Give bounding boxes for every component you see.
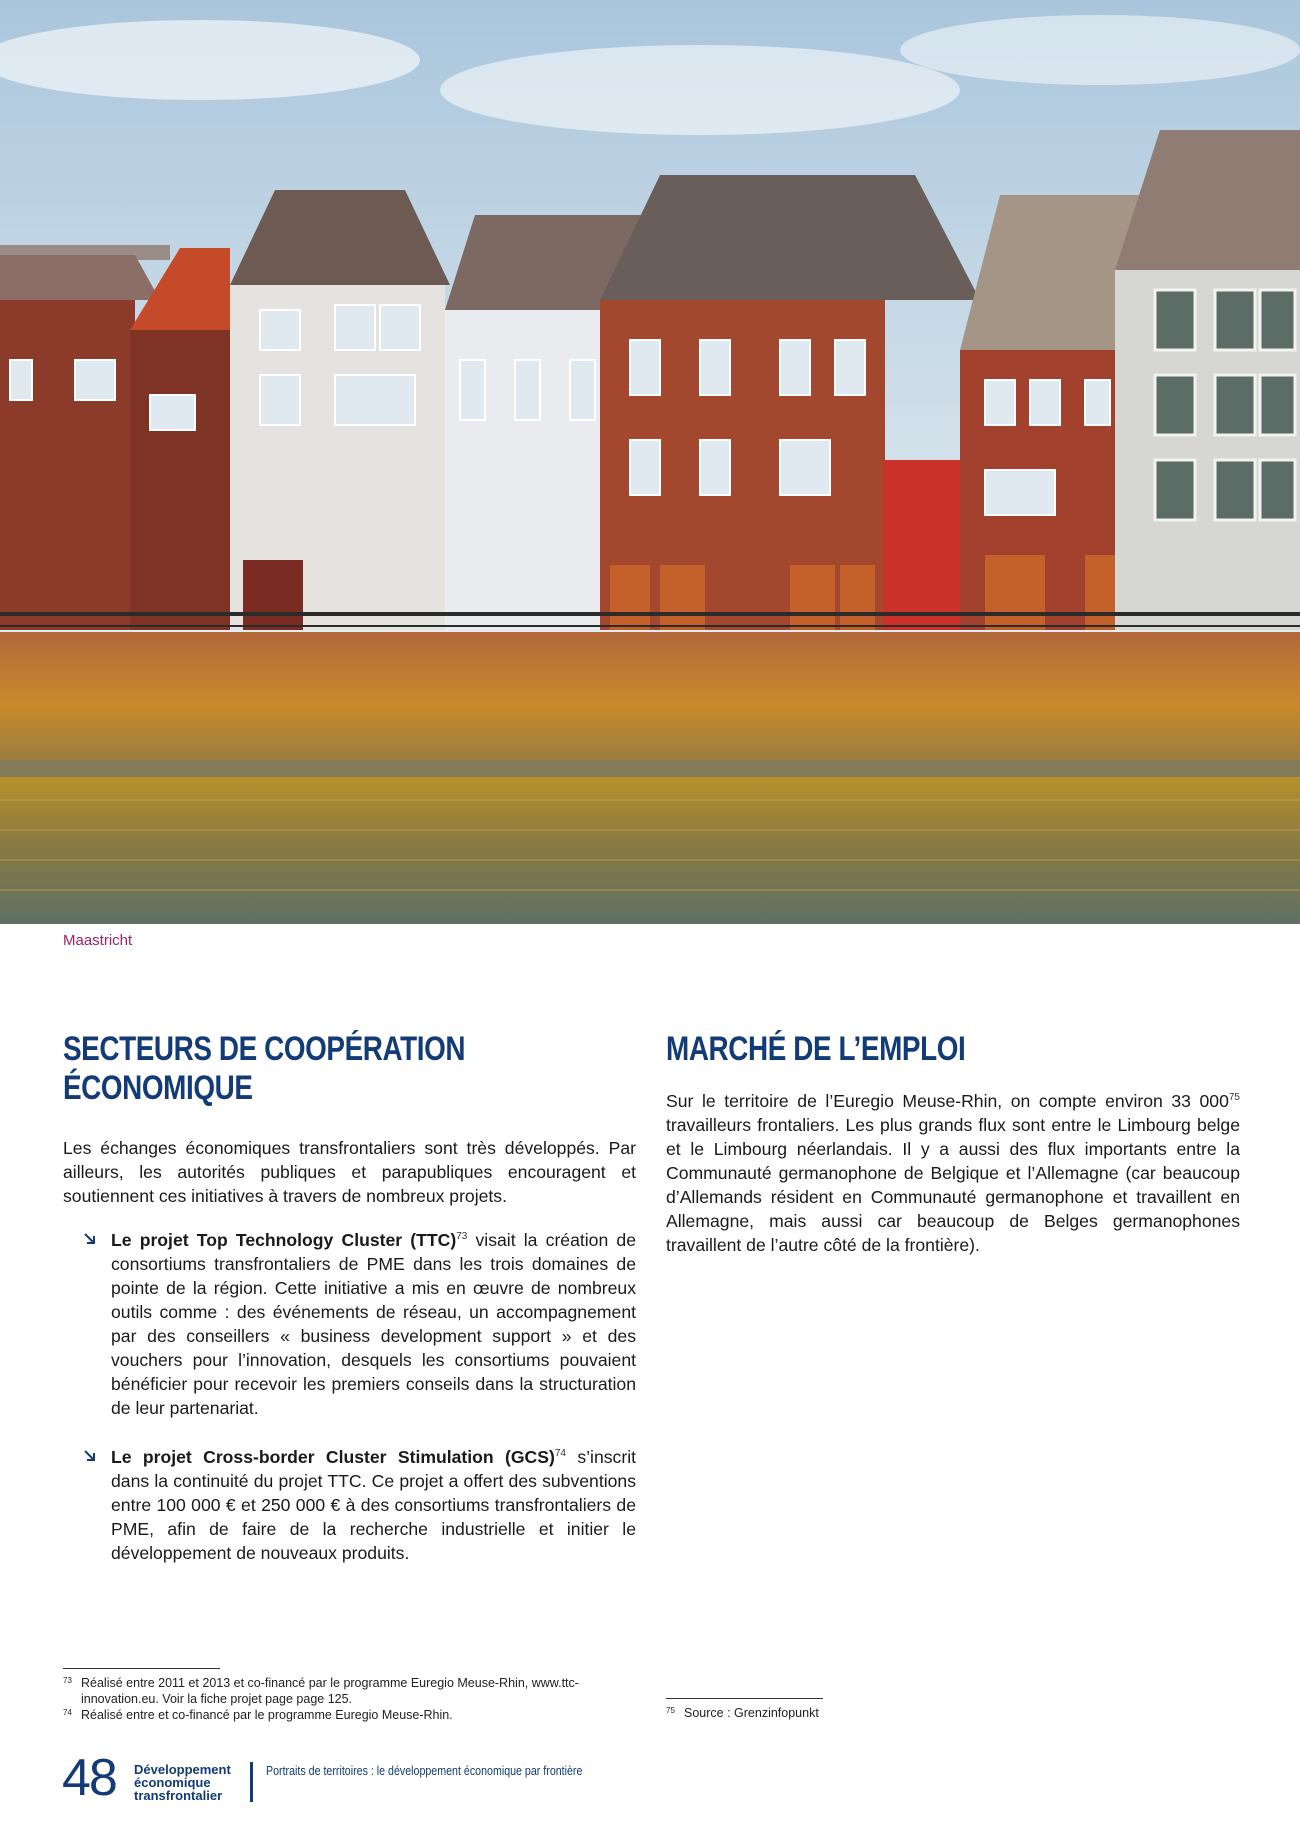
arrow-down-right-icon — [83, 1232, 97, 1246]
section-employment-market — [666, 1030, 1240, 1257]
bullet-text: visait la création de consortiums transfrontaliers de PME dans les trois domaines de pointe de la région. Cette initiative a mis en œuvre de nombreux outils comme : des événements de réseau, un accompagnement par des conseillers « business development support » et des vouchers pour l’innovation, desquels les consortiums pouvaient bénéficier pour recevoir les premiers conseils dans la structuration de leur partenariat. — [111, 1230, 636, 1418]
footnote-number: 73 — [63, 1676, 72, 1685]
heading-line-2: ÉCONOMIQUE — [63, 1069, 253, 1107]
publication-brand — [134, 1763, 231, 1802]
footnote-rule — [666, 1698, 823, 1699]
footnote-ref[interactable]: 74 — [554, 1448, 566, 1460]
footnotes-left — [63, 1668, 623, 1723]
footnote-number: 74 — [63, 1708, 72, 1717]
footnote-text: Réalisé entre 2011 et 2013 et co-financé par le programme Euregio Meuse-Rhin, www.ttc-innovation.eu. Voir la fiche projet page page 125. — [81, 1676, 579, 1706]
footnote-number: 75 — [666, 1706, 675, 1715]
employment-paragraph — [666, 1089, 1240, 1257]
paragraph-rest: travailleurs frontaliers. Les plus grands flux sont entre le Limbourg belge et le Limbourg néerlandais. Il y a aussi des flux importants entre la Communauté germanophone de Belgique et l’Allemagne (car beaucoup d’Allemands résident en Communauté germanophone et travaillent en Allemagne, mais aussi car beaucoup de Belges germanophones travaillent de l’autre côté de la frontière). — [666, 1115, 1240, 1255]
footnote-text: Réalisé entre et co-financé par le programme Euregio Meuse-Rhin. — [81, 1708, 453, 1722]
arrow-down-right-icon — [83, 1449, 97, 1463]
bullet-ttc — [63, 1228, 636, 1420]
bullet-title: Le projet Top Technology Cluster (TTC) — [111, 1230, 457, 1250]
section-heading — [63, 1030, 636, 1108]
bullet-gcs — [63, 1445, 636, 1565]
footnote-74 — [63, 1707, 623, 1723]
paragraph-start: Sur le territoire de l’Euregio Meuse-Rhin, on compte environ 33 000 — [666, 1091, 1229, 1111]
bullet-text: s’inscrit dans la continuité du projet TTC. Ce projet a offert des subventions entre 100 000 € et 250 000 € à des consortiums transfrontaliers de PME, afin de faire de la recherche industrielle et initier le développement de nouveaux produits. — [111, 1447, 636, 1563]
brand-line-2: économique — [134, 1775, 211, 1790]
bullet-title: Le projet Cross-border Cluster Stimulation (GCS) — [111, 1447, 555, 1467]
footnote-73 — [63, 1675, 623, 1707]
footnote-ref[interactable]: 73 — [456, 1231, 468, 1243]
running-title: Portraits de territoires : le développement économique par frontière — [266, 1763, 583, 1778]
footnotes-right — [666, 1698, 966, 1721]
intro-paragraph: Les échanges économiques transfrontaliers sont très développés. Par ailleurs, les autorités publiques et parapubliques encouragent et soutiennent ces initiatives à travers de nombreux projets. — [63, 1138, 636, 1206]
footnote-text: Source : Grenzinfopunkt — [684, 1706, 819, 1720]
brand-line-3: transfrontalier — [134, 1788, 223, 1803]
brand-line-1: Développement — [134, 1762, 231, 1777]
footnote-ref[interactable]: 75 — [1228, 1092, 1240, 1104]
heading-line-1: SECTEURS DE COOPÉRATION — [63, 1030, 466, 1068]
footnote-rule — [63, 1668, 220, 1669]
photo-caption: Maastricht — [63, 932, 133, 949]
page-number: 48 — [62, 1749, 116, 1807]
footer-divider — [250, 1762, 253, 1802]
section-economic-cooperation — [63, 1030, 636, 1590]
footnote-75 — [666, 1705, 966, 1721]
section-heading: MARCHÉ DE L’EMPLOI — [666, 1030, 966, 1068]
